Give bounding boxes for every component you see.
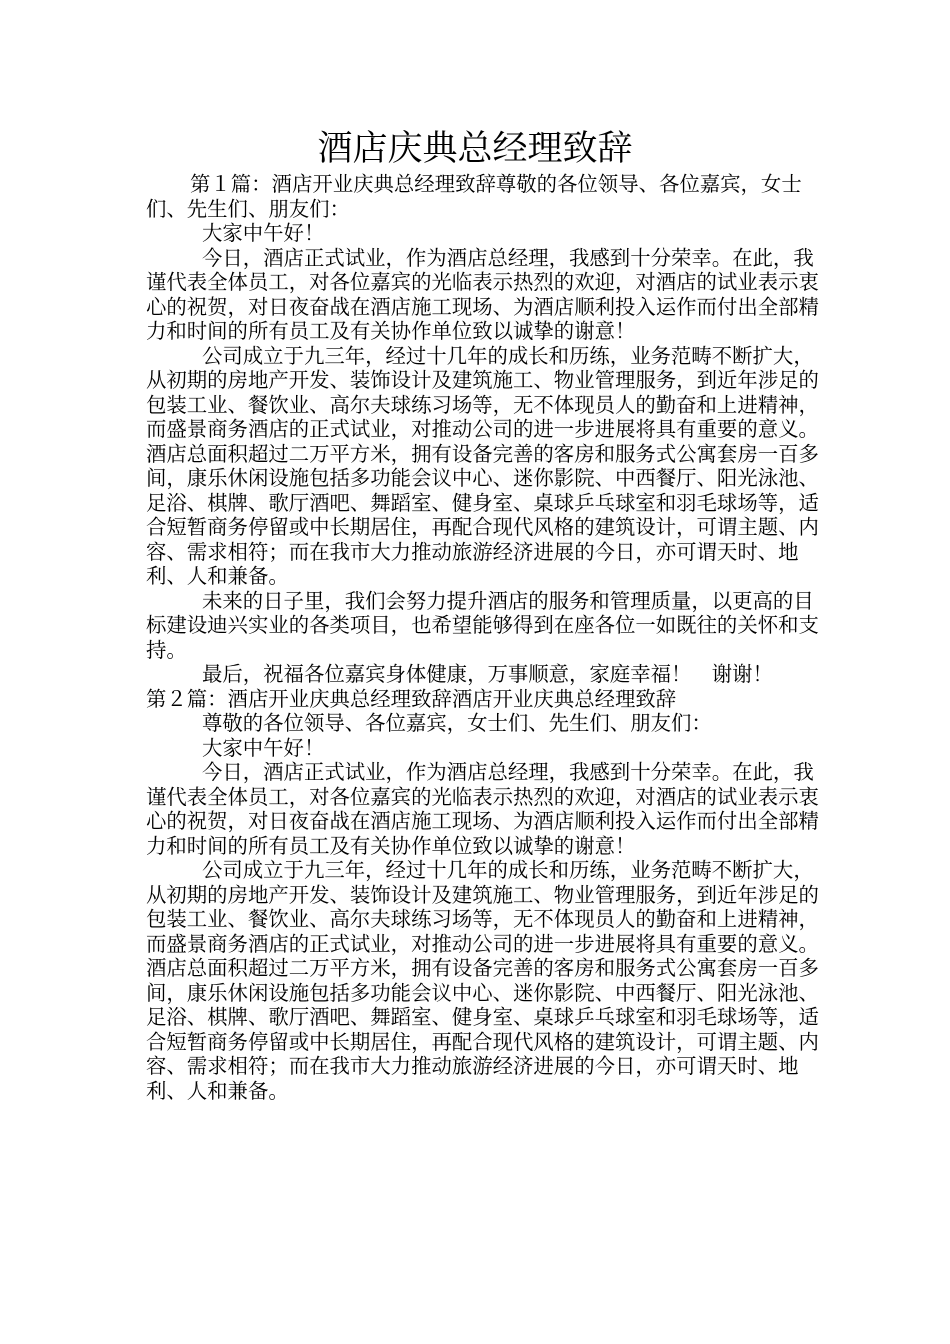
greeting-paragraph: 大家中午好！ bbox=[202, 735, 325, 760]
body-paragraph: 公司成立于九三年，经过十几年的成长和历练，业务范畴不断扩大，从初期的房地产开发、装饰设计及建筑施工、物业管理服务，到近年涉足的包装工业、餐饮业、高尔夫球练习场等，无不体现员人的勤奋和上进精神，而盛景商务酒店的正式试业，对推动公司的进一步进展将具有重要的意义。酒店总面积超过二万平方米，拥有设备完善的客房和服务式公寓套房一百多间，康乐休闲设施包括多功能会议中心、迷你影院、中西餐厅、阳光泳池、足浴、棋牌、歌厅酒吧、舞蹈室、健身室、桌球乒乓球室和羽毛球场等，适合短暂商务停留或中长期居住，再配合现代风格的建筑设计，可谓主题、内容、需求相符；而在我市大力推动旅游经济进展的今日，亦可谓天时、地利、人和兼备。 bbox=[146, 858, 819, 1103]
body-paragraph: 未来的日子里，我们会努力提升酒店的服务和管理质量，以更高的目标建设迪兴实业的各类项目，也希望能够得到在座各位一如既往的关怀和支持。 bbox=[146, 588, 819, 662]
body-paragraph: 公司成立于九三年，经过十几年的成长和历练，业务范畴不断扩大，从初期的房地产开发、装饰设计及建筑施工、物业管理服务，到近年涉足的包装工业、餐饮业、高尔夫球练习场等，无不体现员人的勤奋和上进精神，而盛景商务酒店的正式试业，对推动公司的进一步进展将具有重要的意义。酒店总面积超过二万平方米，拥有设备完善的客房和服务式公寓套房一百多间，康乐休闲设施包括多功能会议中心、迷你影院、中西餐厅、阳光泳池、足浴、棋牌、歌厅酒吧、舞蹈室、健身室、桌球乒乓球室和羽毛球场等，适合短暂商务停留或中长期居住，再配合现代风格的建筑设计，可谓主题、内容、需求相符；而在我市大力推动旅游经济进展的今日，亦可谓天时、地利、人和兼备。 bbox=[146, 343, 819, 588]
body-paragraph: 今日，酒店正式试业，作为酒店总经理，我感到十分荣幸。在此，我谨代表全体员工，对各位嘉宾的光临表示热烈的欢迎，对酒店的试业表示衷心的祝贺，对日夜奋战在酒店施工现场、为酒店顺利投入运作而付出全部精力和时间的所有员工及有关协作单位致以诚挚的谢意！ bbox=[146, 760, 819, 858]
salutation-paragraph: 尊敬的各位领导、各位嘉宾，女士们、先生们、朋友们： bbox=[202, 711, 712, 735]
section-1-heading: 第１篇：酒店开业庆典总经理致辞尊敬的各位领导、各位嘉宾，女士们、先生们、朋友们： bbox=[146, 172, 802, 221]
body-paragraph: 今日，酒店正式试业，作为酒店总经理，我感到十分荣幸。在此，我谨代表全体员工，对各位嘉宾的光临表示热烈的欢迎，对酒店的试业表示衷心的祝贺，对日夜奋战在酒店施工现场、为酒店顺利投入运作而付出全部精力和时间的所有员工及有关协作单位致以诚挚的谢意！ bbox=[146, 245, 819, 343]
document-title: 酒店庆典总经理致辞 bbox=[317, 129, 633, 169]
section-2-heading: 第２篇：酒店开业庆典总经理致辞酒店开业庆典总经理致辞 bbox=[146, 686, 677, 711]
greeting-paragraph: 大家中午好！ bbox=[202, 221, 325, 245]
document-body bbox=[146, 172, 824, 1103]
closing-paragraph: 最后，祝福各位嘉宾身体健康，万事顺意，家庭幸福！ 谢谢！ bbox=[202, 662, 773, 686]
